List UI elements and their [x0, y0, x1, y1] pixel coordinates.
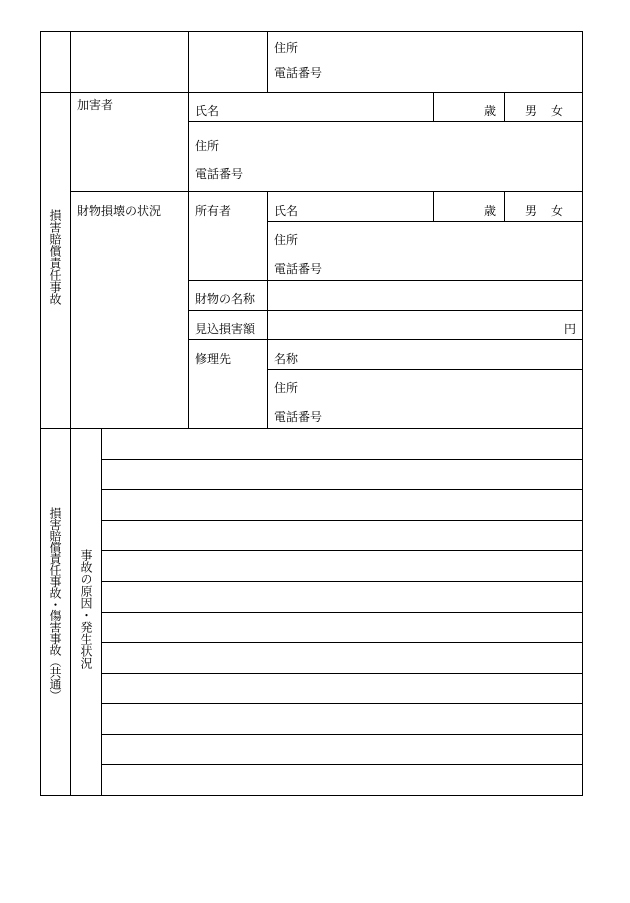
blank-writing-line	[101, 734, 583, 735]
column-divider	[504, 191, 505, 221]
column-divider	[433, 92, 434, 122]
blank-writing-line	[101, 642, 583, 643]
property-damage-heading: 財物損壊の状況	[77, 204, 162, 218]
row-divider	[188, 280, 583, 281]
blank-writing-line	[101, 489, 583, 490]
address-label: 住所	[274, 41, 299, 55]
column-divider	[433, 191, 434, 221]
border-bottom	[40, 795, 583, 796]
owner-heading: 所有者	[195, 204, 232, 218]
liability-section-title: 損害賠償責任事故	[48, 209, 62, 305]
owner-name-label: 氏名	[274, 204, 299, 218]
repairer-phone-label: 電話番号	[274, 410, 323, 424]
row-divider	[188, 339, 583, 340]
cause-title: 事故の原因・発生状況	[79, 549, 93, 669]
blank-writing-line	[101, 459, 583, 460]
blank-writing-line	[101, 581, 583, 582]
row-divider	[188, 310, 583, 311]
phone-label: 電話番号	[274, 66, 323, 80]
blank-writing-line	[101, 612, 583, 613]
owner-address-label: 住所	[274, 233, 299, 247]
currency-label: 円	[564, 322, 577, 336]
blank-writing-line	[101, 673, 583, 674]
estimated-damage-label: 見込損害額	[195, 322, 256, 336]
perpetrator-male-label: 男	[525, 104, 538, 118]
owner-male-label: 男	[525, 204, 538, 218]
row-divider	[267, 221, 583, 222]
owner-female-label: 女	[551, 204, 564, 218]
repairer-heading: 修理先	[195, 352, 232, 366]
blank-writing-line	[101, 703, 583, 704]
perpetrator-name-label: 氏名	[195, 104, 220, 118]
perpetrator-phone-label: 電話番号	[195, 167, 244, 181]
blank-writing-line	[101, 764, 583, 765]
border-top	[40, 31, 583, 32]
row-divider	[267, 369, 583, 370]
repairer-address-label: 住所	[274, 381, 299, 395]
section-divider	[40, 428, 583, 429]
border-left	[40, 31, 41, 796]
repairer-name-label: 名称	[274, 352, 299, 366]
row-divider	[188, 121, 583, 122]
row-divider	[70, 191, 583, 192]
border-right	[582, 31, 583, 796]
perpetrator-age-label: 歳	[484, 104, 497, 118]
perpetrator-address-label: 住所	[195, 139, 220, 153]
common-section-title: 損害賠償責任事故・傷害事故（共通）	[48, 507, 62, 701]
property-name-label: 財物の名称	[195, 292, 256, 306]
column-divider	[70, 31, 71, 796]
blank-writing-line	[101, 550, 583, 551]
owner-phone-label: 電話番号	[274, 262, 323, 276]
owner-age-label: 歳	[484, 204, 497, 218]
perpetrator-heading: 加害者	[77, 98, 114, 112]
perpetrator-female-label: 女	[551, 104, 564, 118]
column-divider	[504, 92, 505, 122]
blank-writing-line	[101, 520, 583, 521]
column-divider	[267, 31, 268, 92]
column-divider	[188, 31, 189, 92]
column-divider	[188, 92, 189, 429]
section-divider	[40, 92, 583, 93]
